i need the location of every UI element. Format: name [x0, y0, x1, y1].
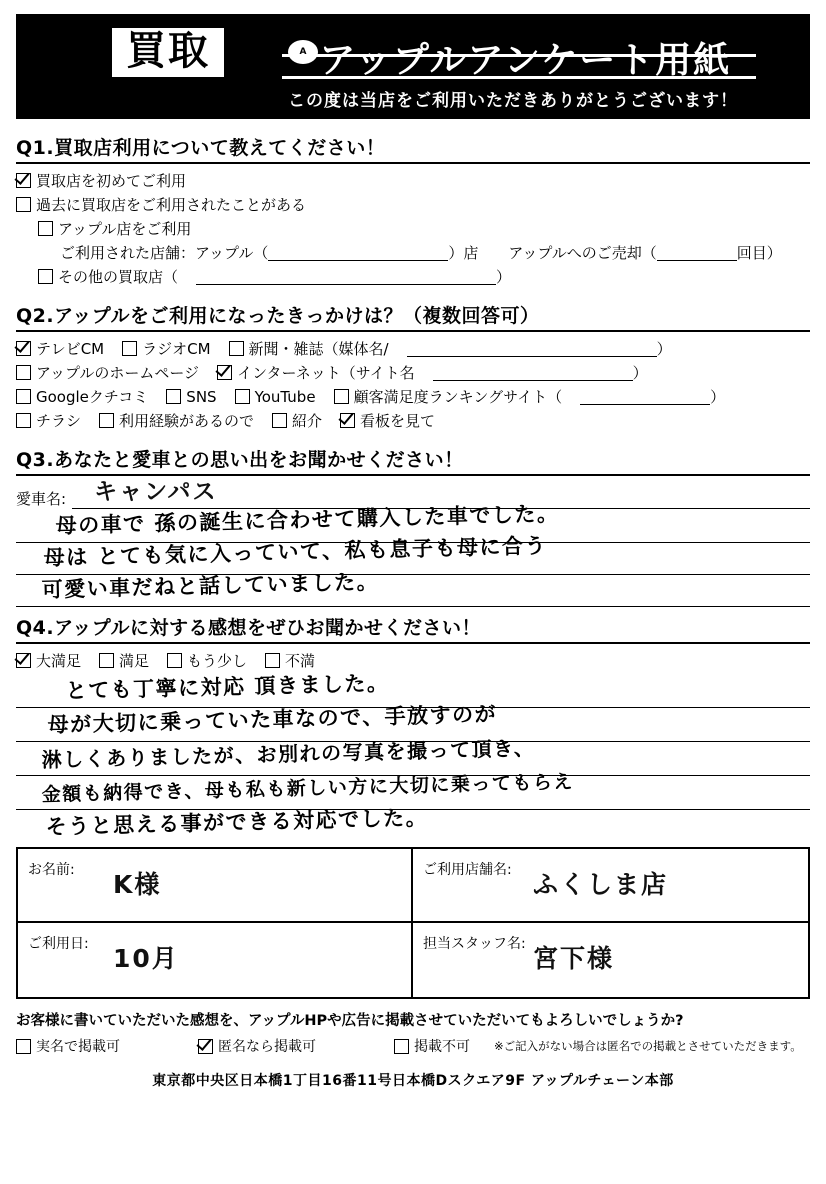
q1-option-label: 過去に買取店をご利用されたことがある [36, 196, 307, 214]
q4-option-a-little-more[interactable] [167, 650, 247, 671]
checkbox-icon[interactable] [16, 653, 31, 668]
q2-option-label: SNS [186, 387, 217, 406]
q1-sell-label: アップルへのご売却（ [508, 244, 657, 262]
checkbox-icon[interactable] [99, 413, 114, 428]
checkbox-icon[interactable] [265, 653, 280, 668]
q2-row3-suffix: ） [710, 388, 726, 406]
q1-option-label: 買取店を初めてご利用 [36, 172, 187, 190]
q4-option-label: 大満足 [36, 652, 82, 670]
q1-shop-used-suffix: ）店 [448, 244, 479, 262]
shop-label: ご利用店舗名: [423, 862, 512, 878]
q1-option-used-before[interactable] [16, 194, 306, 215]
q4-option-satisfied[interactable] [99, 650, 149, 671]
checkbox-icon[interactable] [16, 197, 31, 212]
q4-answer-text: 母が大切に乗っていた車なので、手放すのが [47, 702, 498, 738]
q2-option-label: テレビCM [36, 340, 105, 358]
q1-option-row-2 [16, 194, 810, 215]
q2-option-label: Googleクチコミ [36, 388, 149, 406]
checkbox-icon[interactable] [167, 653, 182, 668]
q2-option-referral[interactable] [272, 410, 322, 431]
q4-option-dissatisfied[interactable] [265, 650, 315, 671]
checkbox-icon[interactable] [38, 269, 53, 284]
q2-row1-suffix: ） [656, 340, 672, 358]
q3-answer-text: 母は とても気に入っていて、私も息子も母に合う [43, 533, 548, 571]
checkbox-icon[interactable] [16, 365, 31, 380]
checkbox-icon[interactable] [38, 221, 53, 236]
q2-option-youtube[interactable] [235, 388, 316, 406]
checkbox-icon[interactable] [16, 389, 31, 404]
checkbox-icon[interactable] [198, 1039, 213, 1054]
header-brand: アップル [319, 40, 468, 81]
q1-option-row-3 [38, 218, 810, 239]
publish-option-anonymous[interactable] [198, 1036, 316, 1056]
q4-option-very-satisfied[interactable] [16, 650, 81, 671]
staff-cell[interactable] [413, 923, 808, 997]
checkbox-icon[interactable] [122, 341, 137, 356]
publish-option-label: 実名で掲載可 [36, 1039, 120, 1055]
q2-option-label: インターネット（サイト名 [237, 364, 415, 382]
q2-option-label: 看板を見て [360, 412, 436, 430]
q1-option-apple-store[interactable] [38, 218, 191, 239]
checkbox-icon[interactable] [394, 1039, 409, 1054]
q2-heading: Q2.アップルをご利用になったきっかけは？（複数回答可） [16, 305, 540, 327]
q1-option-other-shop[interactable] [38, 266, 178, 287]
q2-option-label: 顧客満足度ランキングサイト（ [353, 388, 563, 406]
publish-note: ※ご記入がない場合は匿名での掲載とさせていただきます。 [494, 1039, 802, 1053]
q2-option-label: アップルのホームページ [36, 364, 200, 382]
q2-option-label: 新聞・雑誌（媒体名/ [248, 340, 389, 358]
q1-option-row-4 [38, 266, 810, 287]
checkbox-icon[interactable] [229, 341, 244, 356]
q2-option-row-2 [16, 362, 810, 383]
company-address: 東京都中央区日本橋1丁目16番11号日本橋Dスクエア9F アップルチェーン本部 [152, 1073, 674, 1089]
checkbox-icon[interactable] [16, 173, 31, 188]
q2-option-homepage[interactable] [16, 362, 199, 383]
q1-other-shop-input[interactable] [196, 269, 496, 285]
q3-answer-text: 可愛い車だねと話していました。 [41, 569, 380, 603]
q3-car-name-value: キャンパス [94, 479, 218, 505]
q1-rule [16, 162, 810, 164]
name-value: K様 [113, 870, 162, 899]
checkbox-icon[interactable] [16, 341, 31, 356]
q3-answer-line [16, 533, 810, 575]
q1-option-first-time[interactable] [16, 170, 186, 191]
q4-rule [16, 642, 810, 644]
q4-answer-line [16, 805, 810, 843]
q2-site-name-input[interactable] [433, 365, 633, 381]
q1-sell-count-input[interactable] [657, 245, 737, 261]
q2-option-newspaper[interactable] [229, 338, 389, 359]
q2-option-experience[interactable] [99, 410, 254, 431]
q3-answer-text: 母の車で 孫の誕生に合わせて購入した車でした。 [55, 501, 560, 539]
header-badge: 買取 [112, 28, 224, 77]
header-title-text: アンケート用紙 [467, 40, 732, 81]
q2-option-row-1 [16, 338, 810, 359]
header-title [286, 32, 731, 83]
q4-answer-text: とても丁寧に対応 頂きました。 [65, 671, 390, 704]
q1-option-row-1 [16, 170, 810, 191]
q4-option-label: 不満 [285, 652, 316, 670]
publish-option-real-name[interactable] [16, 1036, 120, 1056]
q2-option-flyer[interactable] [16, 410, 81, 431]
q2-option-label: チラシ [36, 412, 82, 430]
q3-answer-line [16, 569, 810, 607]
q4-option-label: 満足 [119, 652, 150, 670]
header-subtitle: この度は当店をご利用いただきありがとうございます！ [288, 91, 738, 111]
publish-option-no[interactable] [394, 1036, 470, 1056]
customer-info-table [16, 847, 810, 999]
q2-option-row-3 [16, 386, 810, 407]
name-cell[interactable] [18, 849, 413, 923]
q2-ranking-site-input[interactable] [580, 389, 710, 405]
q4-answer-text: そうと思える事ができる対応でした。 [45, 805, 429, 840]
staff-value: 宮下様 [533, 944, 615, 973]
date-label: ご利用日: [28, 936, 89, 952]
q2-rule [16, 330, 810, 332]
checkbox-icon[interactable] [334, 389, 349, 404]
q4-answer-text: 淋しくありましたが、お別れの写真を撮って頂き、 [41, 735, 536, 773]
q2-option-label: 利用経験があるので [119, 412, 255, 430]
publish-question: お客様に書いていただいた感想を、アップルHPや広告に掲載させていただいてもよろしいでしょうか? [16, 1013, 684, 1029]
q4-answer-text: 金額も納得でき、母も私も新しい方に大切に乗ってもらえ [41, 771, 575, 807]
name-label: お名前: [28, 862, 75, 878]
survey-content [16, 133, 810, 1090]
publish-option-row [16, 1036, 810, 1056]
q4-heading: Q4.アップルに対する感想をぜひお聞かせください！ [16, 617, 482, 639]
q3-heading: Q3.あなたと愛車との思い出をお聞かせください！ [16, 449, 464, 471]
checkbox-icon[interactable] [235, 389, 250, 404]
checkbox-icon[interactable] [166, 389, 181, 404]
checkbox-icon[interactable] [217, 365, 232, 380]
q1-sell-suffix: 回目） [736, 244, 782, 262]
q4-option-row [16, 650, 810, 671]
q2-option-tvcm[interactable] [16, 338, 104, 359]
survey-page [0, 14, 826, 1184]
apple-logo-icon: A [288, 40, 318, 64]
q3-car-name-label: 愛車名: [16, 490, 67, 508]
q2-option-label: ラジオCM [142, 340, 211, 358]
shop-cell[interactable] [413, 849, 808, 923]
publish-option-label: 掲載不可 [414, 1039, 470, 1055]
q2-option-label: YouTube [254, 387, 316, 406]
checkbox-icon[interactable] [16, 413, 31, 428]
q1-option-label: その他の買取店（ [58, 268, 179, 286]
q2-option-sns[interactable] [166, 388, 216, 406]
q2-row2-suffix: ） [632, 364, 648, 382]
checkbox-icon[interactable] [272, 413, 287, 428]
q1-other-suffix: ） [496, 268, 512, 286]
page-header [16, 14, 810, 119]
date-cell[interactable] [18, 923, 413, 997]
q2-option-radiocm[interactable] [122, 338, 210, 359]
publish-option-label: 匿名なら掲載可 [218, 1039, 316, 1055]
checkbox-icon[interactable] [99, 653, 114, 668]
date-value: 10月 [113, 944, 179, 973]
q1-option-label: アップル店をご利用 [58, 220, 192, 238]
q2-option-row-4 [16, 410, 810, 431]
q1-heading: Q1.買取店利用について教えてください！ [16, 137, 386, 159]
staff-label: 担当スタッフ名: [423, 936, 526, 952]
q1-shop-used-row [60, 242, 810, 263]
q4-answer-area[interactable] [16, 671, 810, 843]
checkbox-icon[interactable] [340, 413, 355, 428]
q1-shop-used-label: ご利用された店舗：アップル（ [60, 244, 269, 262]
checkbox-icon[interactable] [16, 1039, 31, 1054]
q2-option-internet[interactable] [217, 362, 415, 383]
q2-option-google-review[interactable] [16, 386, 148, 407]
q2-media-name-input[interactable] [407, 341, 657, 357]
q2-option-ranking-site[interactable] [334, 386, 563, 407]
q2-option-signboard[interactable] [340, 410, 435, 431]
shop-value: ふくしま店 [533, 870, 669, 899]
q3-answer-area[interactable] [16, 501, 810, 607]
q2-option-label: 紹介 [292, 412, 323, 430]
q4-option-label: もう少し [187, 652, 248, 670]
q1-shop-used-input[interactable] [268, 245, 448, 261]
